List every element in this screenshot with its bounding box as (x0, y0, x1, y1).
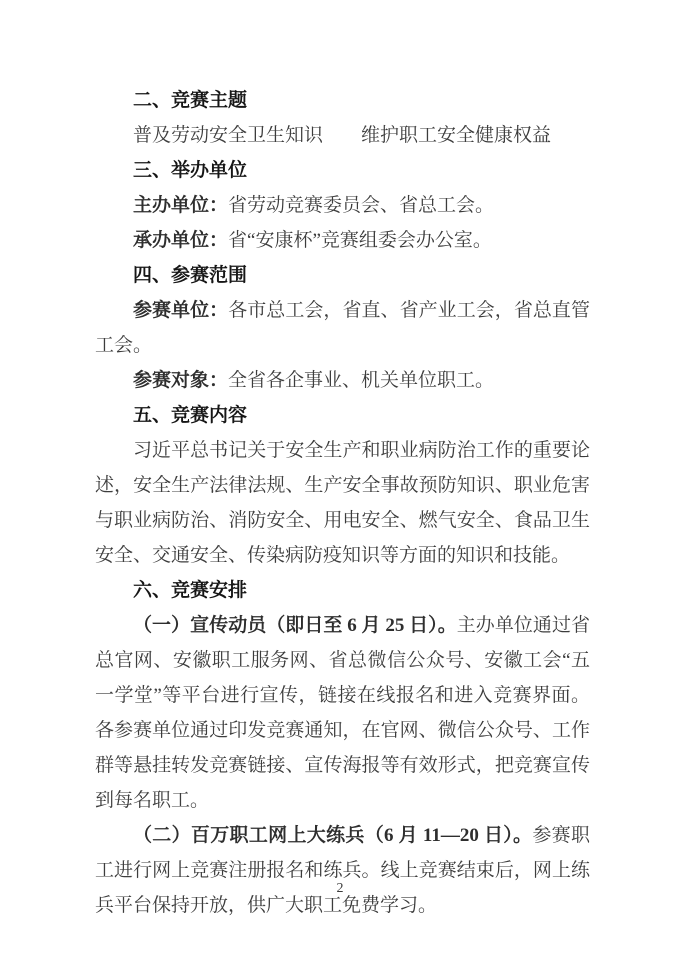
section-heading-participation-scope: 四、参赛范围 (133, 265, 248, 286)
paragraph-text: 省“安康杯”竞赛组委会办公室。 (228, 230, 492, 251)
paragraph-undertaking-unit (95, 223, 590, 258)
paragraph-lead: （一）宣传动员（即日至 6 月 25 日）。 (133, 615, 457, 636)
paragraph-stage-one-publicity (95, 608, 590, 818)
section-heading-competition-schedule: 六、竞赛安排 (133, 580, 248, 601)
paragraph-text: 习近平总书记关于安全生产和职业病防治工作的重要论述，安全生产法律法规、生产安全事故预防知识、职业危害与职业病防治、消防安全、用电安全、燃气安全、食品卫生安全、交通安全、传染病防疫知识等方面的知识和技能。 (95, 440, 590, 566)
paragraph-text: 全省各企事业、机关单位职工。 (228, 370, 495, 391)
paragraph-text: 各市总工会，省直、省产业工会，省总直管工会。 (95, 300, 590, 356)
paragraph-participating-units (95, 293, 590, 363)
document-body (95, 83, 590, 923)
paragraph-lead: 参赛单位： (133, 300, 229, 321)
paragraph-lead: （二）百万职工网上大练兵（6 月 11—20 日）。 (133, 825, 533, 846)
paragraph-lead: 主办单位： (133, 195, 229, 216)
paragraph-text: 主办单位通过省总官网、安徽职工服务网、省总微信公众号、安徽工会“五一学堂”等平台进行宣传，链接在线报名和进入竞赛界面。各参赛单位通过印发竞赛通知，在官网、微信公众号、工作群等悬挂转发竞赛链接、宣传海报等有效形式，把竞赛宣传到每名职工。 (95, 615, 590, 811)
paragraph-text: 参赛职工进行网上竞赛注册报名和练兵。线上竞赛结束后，网上练兵平台保持开放，供广大职工免费学习。 (95, 825, 590, 916)
paragraph-text: 普及劳动安全卫生知识 维护职工安全健康权益 (133, 125, 552, 146)
section-heading-competition-theme: 二、竞赛主题 (133, 90, 248, 111)
section-heading-competition-content: 五、竞赛内容 (133, 405, 248, 426)
paragraph-text: 省劳动竞赛委员会、省总工会。 (228, 195, 495, 216)
paragraph-participants (95, 363, 590, 398)
paragraph-lead: 参赛对象： (133, 370, 229, 391)
paragraph-theme-slogan (95, 118, 590, 153)
page-number: 2 (336, 881, 344, 896)
section-heading-organizers: 三、举办单位 (133, 160, 248, 181)
paragraph-content-description (95, 433, 590, 573)
paragraph-stage-two-online-drill (95, 818, 590, 923)
paragraph-lead: 承办单位： (133, 230, 229, 251)
paragraph-host-unit (95, 188, 590, 223)
